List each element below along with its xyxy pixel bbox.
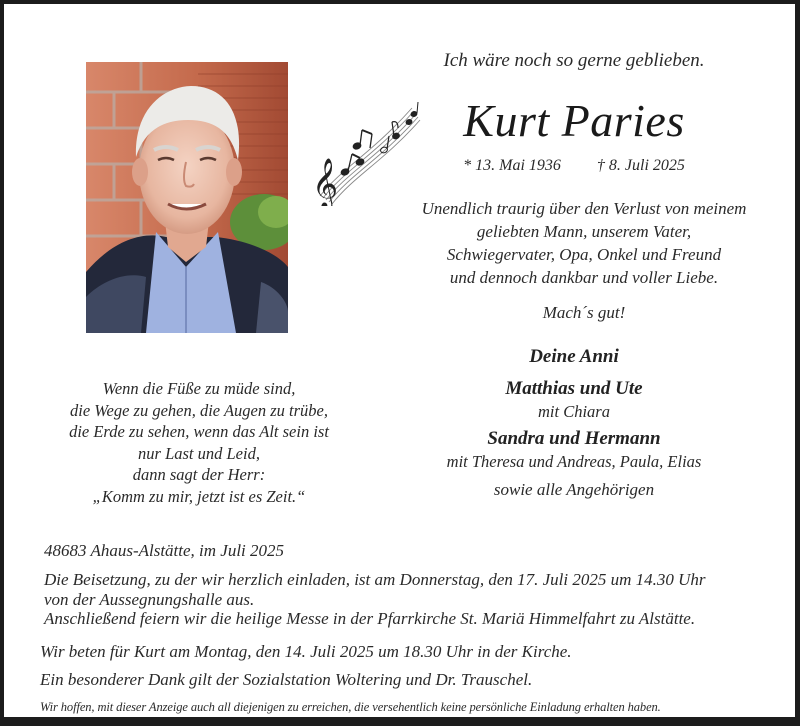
family-list bbox=[384, 344, 764, 500]
life-dates bbox=[404, 157, 744, 175]
funeral-info bbox=[44, 570, 706, 629]
family-name: Matthias und Ute bbox=[505, 378, 643, 399]
portrait-photo bbox=[86, 62, 288, 333]
poem-line: nur Last und Leid, bbox=[138, 443, 260, 463]
family-sub: mit Chiara bbox=[538, 402, 610, 421]
grief-line: und dennoch dankbar und voller Liebe. bbox=[449, 268, 719, 287]
family-group bbox=[384, 426, 764, 472]
motto: Ich wäre noch so gerne geblieben. bbox=[443, 50, 705, 71]
place-date: 48683 Ahaus-Alstätte, im Juli 2025 bbox=[44, 541, 285, 560]
funeral-line: Die Beisetzung, zu der wir herzlich einladen, ist am Donnerstag, den 17. Juli 2025 um 14.30 Uhr bbox=[44, 570, 706, 589]
svg-text:𝄞: 𝄞 bbox=[312, 158, 339, 206]
family-group bbox=[384, 344, 764, 370]
family-name: Deine Anni bbox=[529, 346, 619, 367]
poem bbox=[34, 378, 364, 507]
deceased-name: Kurt Paries bbox=[463, 95, 685, 146]
relatives: sowie alle Angehörigen bbox=[493, 480, 655, 499]
grief-line: Unendlich traurig über den Verlust von meinem bbox=[421, 199, 747, 218]
death-date: † 8. Juli 2025 bbox=[596, 157, 685, 174]
grief-line: Schwiegervater, Opa, Onkel und Freund bbox=[446, 245, 722, 264]
poem-line: die Wege zu gehen, die Augen zu trübe, bbox=[70, 400, 328, 420]
thanks: Ein besonderer Dank gilt der Sozialstation Woltering und Dr. Trauschel. bbox=[40, 670, 533, 689]
family-group bbox=[384, 376, 764, 422]
birth-date: * 13. Mai 1936 bbox=[463, 157, 561, 174]
funeral-line: Anschließend feiern wir die heilige Messe in der Pfarrkirche St. Mariä Himmelfahrt zu Alstätte. bbox=[44, 609, 696, 628]
grief-text bbox=[384, 197, 784, 289]
farewell: Mach´s gut! bbox=[542, 303, 626, 322]
family-name: Sandra und Hermann bbox=[487, 428, 661, 449]
poem-line: Wenn die Füße zu müde sind, bbox=[102, 379, 296, 398]
notice: Wir hoffen, mit dieser Anzeige auch all diejenigen zu erreichen, die versehentlich keine persönliche Einladung erhalten haben. bbox=[40, 700, 661, 714]
grief-line: geliebten Mann, unserem Vater, bbox=[476, 222, 692, 241]
family-sub: mit Theresa und Andreas, Paula, Elias bbox=[446, 452, 702, 471]
poem-line: die Erde zu sehen, wenn das Alt sein ist bbox=[69, 422, 329, 441]
poem-line: dann sagt der Herr: bbox=[132, 465, 266, 484]
poem-line: „Komm zu mir, jetzt ist es Zeit.“ bbox=[92, 486, 306, 506]
prayer-info: Wir beten für Kurt am Montag, den 14. Juli 2025 um 18.30 Uhr in der Kirche. bbox=[40, 642, 572, 661]
funeral-line: von der Aussegnungshalle aus. bbox=[44, 589, 255, 609]
